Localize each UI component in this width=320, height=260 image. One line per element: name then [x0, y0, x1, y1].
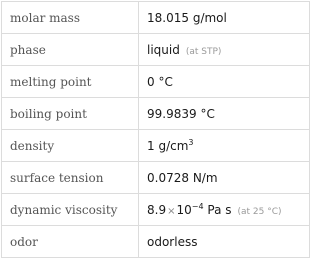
value-unit: °C: [158, 74, 173, 89]
property-value: [139, 2, 310, 34]
table-row: [2, 98, 310, 130]
value-unit: g/cm: [158, 138, 189, 153]
value-number: 99.9839: [147, 106, 197, 121]
unit-exponent: 3: [188, 137, 194, 147]
value-number: 0: [147, 74, 155, 89]
property-label: molar mass: [2, 2, 139, 34]
times-sign: ×: [167, 205, 176, 217]
table-row: [2, 66, 310, 98]
value-note: (at STP): [185, 46, 222, 57]
table-row: [2, 226, 310, 258]
property-value: [139, 194, 310, 226]
value-note: (at 25 °C): [237, 206, 282, 217]
value-unit: g/mol: [192, 10, 227, 25]
properties-table: [1, 1, 310, 258]
table-row: [2, 130, 310, 162]
value-text: liquid: [147, 42, 180, 57]
property-value: [139, 66, 310, 98]
property-label: boiling point: [2, 98, 139, 130]
property-label: dynamic viscosity: [2, 194, 139, 226]
value-number: 18.015: [147, 10, 189, 25]
property-value: [139, 226, 310, 258]
property-value: [139, 98, 310, 130]
property-label: odor: [2, 226, 139, 258]
value-unit: °C: [200, 106, 215, 121]
property-label: phase: [2, 34, 139, 66]
property-label: melting point: [2, 66, 139, 98]
value-unit: Pa s: [207, 202, 232, 217]
value-text: odorless: [147, 234, 198, 249]
property-value: [139, 162, 310, 194]
value-unit: N/m: [192, 170, 218, 185]
table-row: [2, 162, 310, 194]
value-mantissa: 8.9: [147, 202, 167, 217]
property-value: [139, 34, 310, 66]
properties-table-container: [1, 1, 310, 258]
table-row: [2, 194, 310, 226]
value-base: 10: [176, 202, 192, 217]
value-number: 0.0728: [147, 170, 189, 185]
property-value: [139, 130, 310, 162]
value-exponent: −4: [191, 201, 204, 211]
table-row: [2, 34, 310, 66]
property-label: surface tension: [2, 162, 139, 194]
table-row: [2, 2, 310, 34]
property-label: density: [2, 130, 139, 162]
value-number: 1: [147, 138, 155, 153]
